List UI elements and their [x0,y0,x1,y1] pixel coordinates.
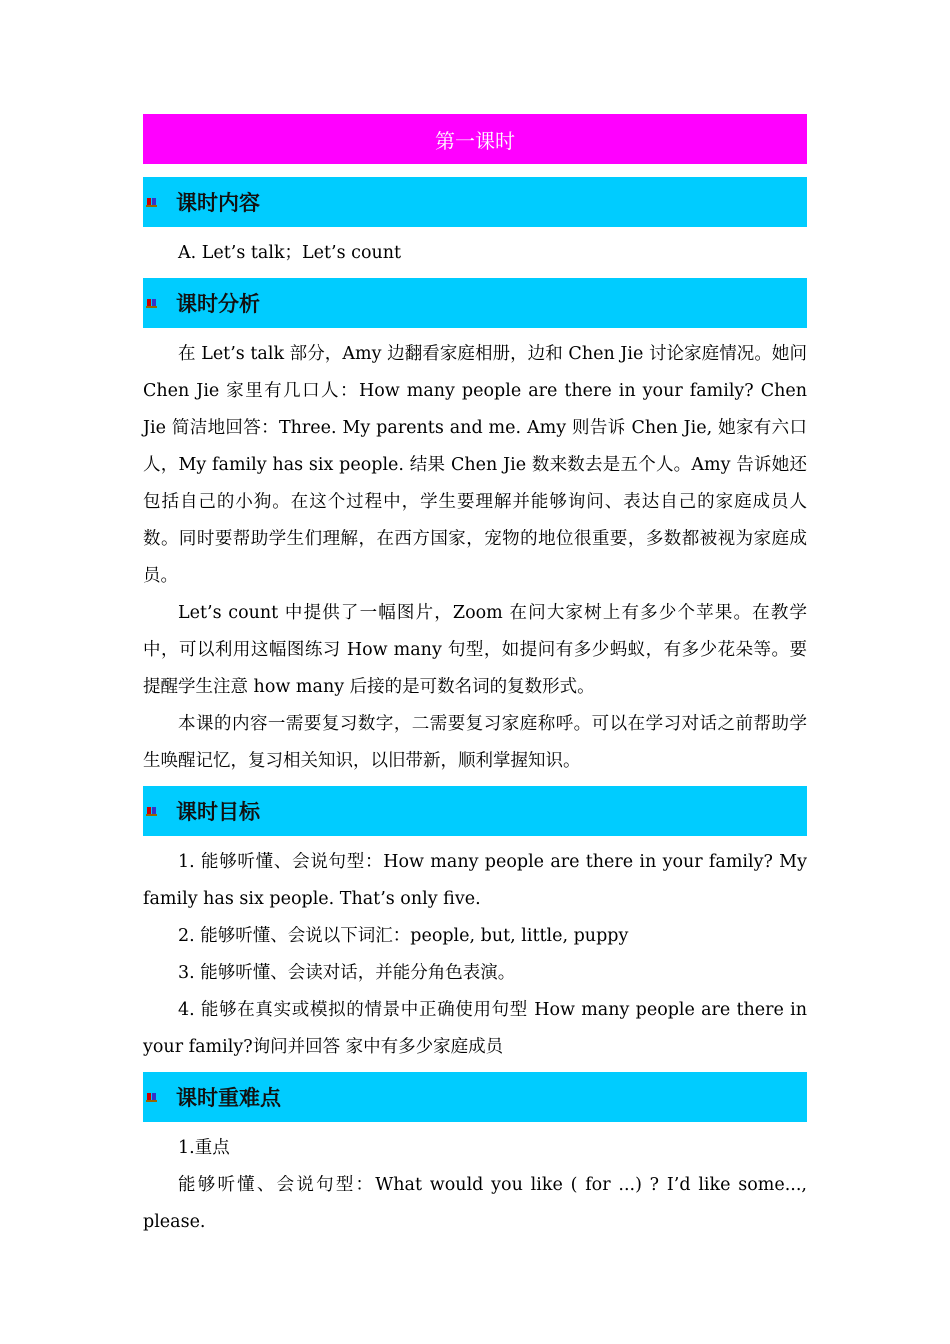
analysis-paragraph: 在 Let’s talk 部分，Amy 边翻看家庭相册，边和 Chen Jie 讨论家庭情况。她问 Chen Jie 家里有几口人：How many people are there in your family? Chen Jie 简洁地回答：Three. My parents and me. Amy 则告诉 Chen Jie, 她家有六口人，My family has six people. 结果 Chen Jie 数来数去是五个人。Amy 告诉她还包括自己的小狗。在这个过程中，学生要理解并能够询问、表达自己的家庭成员人数。同时要帮助学生们理解，在西方国家，宠物的地位很重要，多数都被视为家庭成员。 [143,344,807,586]
section-header-analysis [143,278,807,328]
goal-item: 2. 能够听懂、会说以下词汇：people, but, little, puppy [178,926,629,946]
section-header-content [143,177,807,227]
section-heading: 课时分析 [176,292,260,316]
goal-item: 1. 能够听懂、会说句型：How many people are there in your family? My family has six people. That’s only five. [143,852,807,909]
book-bullet-icon [146,1091,158,1103]
section-header-keypoints [143,1072,807,1122]
goal-item: 4. 能够在真实或模拟的情景中正确使用句型 How many people are there in your family?询问并回答 家中有多少家庭成员 [143,1000,807,1057]
book-bullet-icon [146,196,158,208]
section-header-goals [143,786,807,836]
content-line: A. Let’s talk；Let’s count [178,243,402,263]
book-bullet-icon [146,297,158,309]
analysis-paragraph: Let’s count 中提供了一幅图片，Zoom 在问大家树上有多少个苹果。在教学中，可以利用这幅图练习 How many 句型，如提问有多少蚂蚁，有多少花朵等。要提醒学生注意 how many 后接的是可数名词的复数形式。 [143,603,807,697]
book-bullet-icon [146,805,158,817]
section-heading: 课时内容 [176,191,260,215]
section-heading: 课时重难点 [176,1086,281,1110]
lesson-title: 第一课时 [143,114,807,164]
goal-item: 3. 能够听懂、会读对话，并能分角色表演。 [178,963,516,983]
section-heading: 课时目标 [176,800,260,824]
analysis-paragraph: 本课的内容一需要复习数字，二需要复习家庭称呼。可以在学习对话之前帮助学生唤醒记忆，复习相关知识，以旧带新，顺利掌握知识。 [143,714,807,771]
document-page [143,114,807,1241]
keypoints-label: 1.重点 [178,1138,230,1158]
keypoints-text: 能够听懂、会说句型：What would you like ( for ...) ? I’d like some..., please. [143,1175,807,1232]
